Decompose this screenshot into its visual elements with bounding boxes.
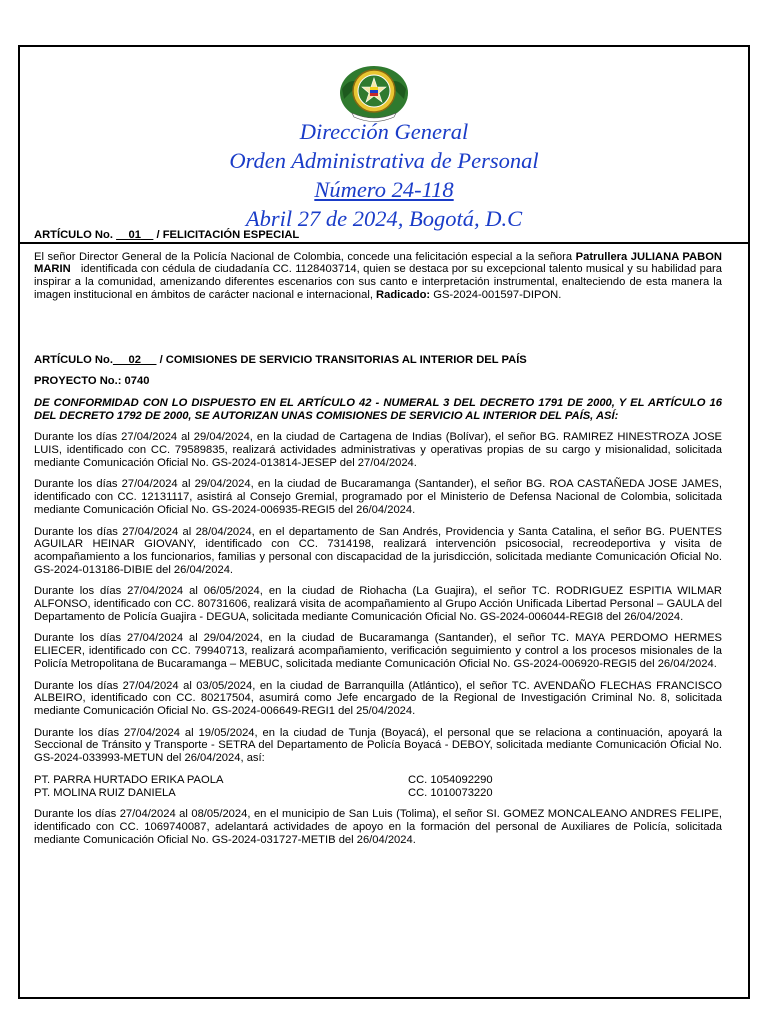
title-fecha: Abril 27 de 2024, Bogotá, D.C	[245, 206, 523, 231]
personnel-name: PT. MOLINA RUIZ DANIELA	[34, 786, 176, 799]
article-1-number: 01	[128, 229, 141, 241]
title-orden: Orden Administrativa de Personal	[229, 148, 539, 173]
personnel-name: PT. PARRA HURTADO ERIKA PAOLA	[34, 773, 224, 786]
commission-paragraph-4: Durante los días 27/04/2024 al 06/05/2024, en la ciudad de Riohacha (La Guajira), el señor TC. RODRIGUEZ ESPITIA WILMAR ALFONSO, identificado con CC. 80731606, realizará visita de acompañamiento al Grupo Acción Unificada Libertad Personal – GAULA del Departamento de Policía Guajira - DEGUA, solicitada mediante Comunicación Oficial No. GS-2024-006044-REGI8 del 26/04/2024.	[34, 585, 722, 623]
article-2-number: 02	[128, 353, 141, 366]
commission-paragraph-2: Durante los días 27/04/2024 al 29/04/2024, en la ciudad de Bucaramanga (Santander), el señor BG. ROA CASTAÑEDA JOSE JAMES, identificado con CC. 12131117, asistirá al Consejo Gremial, programado por el Ministerio de Defensa Nacional de Colombia, solicitada mediante Comunicación Oficial No. GS-2024-006935-REGI5 del 26/04/2024.	[34, 478, 722, 516]
legal-basis-paragraph: DE CONFORMIDAD CON LO DISPUESTO EN EL ARTÍCULO 42 - NUMERAL 3 DEL DECRETO 1791 DE 2000, Y EL ARTÍCULO 16 DEL DECRETO 1792 DE 2000, SE AUTORIZAN UNAS COMISIONES DE SERVICIO AL INTERIOR DEL PAÍS, ASÍ:	[34, 396, 722, 422]
document-body	[34, 229, 722, 846]
article-1-heading: ARTÍCULO No. 01 / FELICITACIÓN ESPECIAL	[34, 229, 300, 241]
article-1-paragraph: El señor Director General de la Policía Nacional de Colombia, concede una felicitación especial a la señora Patrullera JULIANA PABON MARIN identificada con cédula de ciudadanía CC. 1128403714, quien se destaca por su excepcional talento musical y su habilidad para inspirar a la comunidad, amenizando diferentes escenarios con sus canto e interpretación instrumental, enalteciendo de esta manera la imagen institucional en ámbitos de carácter nacional e internacional, Radicado: GS-2024-001597-DIPON.	[34, 250, 723, 301]
personnel-cc: CC. 1010073220	[408, 786, 493, 799]
commission-paragraph-1: Durante los días 27/04/2024 al 29/04/2024, en la ciudad de Cartagena de Indias (Bolívar), el señor BG. RAMIREZ HINESTROZA JOSE LUIS, identificado con CC. 79589835, realizará actividades administrativas y operativas propias de su cargo y misionalidad, solicitada mediante Comunicación Oficial No. GS-2024-013814-JESEP del 27/04/2024.	[34, 431, 722, 469]
commission-paragraph-7: Durante los días 27/04/2024 al 19/05/2024, en la ciudad de Tunja (Boyacá), el personal que se relaciona a continuación, apoyará la Seccional de Tránsito y Transporte - SETRA del Departamento de Policía Boyacá - DEBOY, solicitada mediante Comunicación Oficial No. GS-2024-033993-METUN del 26/04/2024, así:	[34, 726, 722, 765]
article-2-heading: ARTÍCULO No. 02 / COMISIONES DE SERVICIO TRANSITORIAS AL INTERIOR DEL PAÍS	[34, 353, 527, 366]
commission-paragraph-8: Durante los días 27/04/2024 al 08/05/2024, en el municipio de San Luis (Tolima), el señor SI. GOMEZ MONCALEANO ANDRES FELIPE, identificado con CC. 1069740087, adelantará actividades de apoyo en la formación del personal de Auxiliares de Policía, solicitada mediante Comunicación Oficial No. GS-2024-031727-METIB del 26/04/2024.	[34, 808, 722, 846]
personnel-row	[34, 774, 722, 787]
project-number: PROYECTO No.: 0740	[34, 375, 150, 388]
personnel-row	[34, 787, 722, 800]
commission-paragraph-3: Durante los días 27/04/2024 al 28/04/2024, en el departamento de San Andrés, Providencia y Santa Catalina, el señor BG. PUENTES AGUILAR HEINAR GIOVANY, identificado con CC. 7314198, realizará intervención psicosocial, recreodeportiva y visita de acompañamiento a los funcionarios, familias y personal con discapacidad de la jurisdicción, solicitada mediante Comunicación Oficial No. GS-2024-013186-DIBIE del 26/04/2024.	[34, 525, 722, 576]
title-numero: Número 24-118	[314, 177, 454, 202]
title-direccion: Dirección General	[299, 119, 469, 144]
document-header	[20, 47, 748, 244]
personnel-cc: CC. 1054092290	[408, 773, 493, 786]
commission-paragraph-5: Durante los días 27/04/2024 al 29/04/2024, en la ciudad de Bucaramanga (Santander), el señor TC. MAYA PERDOMO HERMES ELIECER, identificado con CC. 79940713, realizará acompañamiento, verificación seguimiento y control a los procesos misionales de la Policía Metropolitana de Bucaramanga – MEBUC, solicitada mediante Comunicación Oficial No. GS-2024-006920-REGI5 del 26/04/2024.	[34, 632, 722, 670]
document-title-block	[20, 117, 748, 233]
commission-paragraph-6: Durante los días 27/04/2024 al 03/05/2024, en la ciudad de Barranquilla (Atlántico), el señor TC. AVENDAÑO FLECHAS FRANCISCO ALBEIRO, identificado con CC. 80217504, asumirá como Jefe encargado de la Regional de Investigación Criminal No. 8, solicitada mediante Comunicación Oficial No. GS-2024-006649-REGI1 del 25/04/2024.	[34, 679, 722, 717]
